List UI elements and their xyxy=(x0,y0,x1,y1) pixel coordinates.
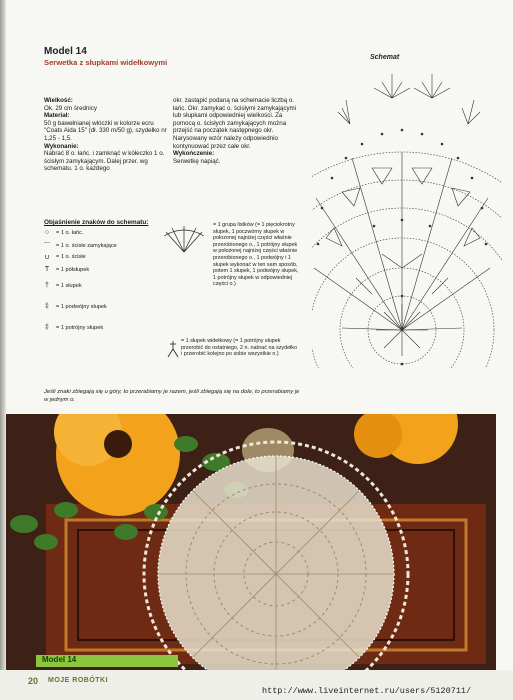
doily-photo-illustration xyxy=(6,414,496,670)
legend-item xyxy=(42,241,117,251)
model-subtitle: Serwetka z słupkami widełkowymi xyxy=(44,58,168,67)
chain-stitch-icon: ○ xyxy=(44,229,50,236)
crochet-schema-diagram xyxy=(312,68,502,368)
source-url[interactable]: http://www.liveinternet.ru/users/5120711/ xyxy=(262,686,472,696)
legend-note: Jeśli znaki zbiegają się u góry, to przerabiamy je razem, jeśli zbiegają się na dole, to przerabiamy je w jednym o. xyxy=(44,389,300,403)
doily-photo xyxy=(6,414,496,670)
instructions-continued xyxy=(173,97,301,165)
legend-text: = 1 o. ścisłe xyxy=(56,254,86,260)
triple-treble-icon: ‡ xyxy=(45,324,49,331)
schema-title: Schemat xyxy=(370,54,400,61)
size-section xyxy=(44,97,172,173)
page-number: 20 xyxy=(28,676,39,686)
legend-item xyxy=(42,282,82,289)
slip-stitch-join-icon: ⌒ xyxy=(43,243,51,250)
treble-icon: ‡ xyxy=(45,303,49,310)
legend-item xyxy=(42,324,103,331)
size-text: Ok. 29 cm średnicy xyxy=(44,104,97,112)
model-title: Model 14 xyxy=(44,46,87,57)
legend-text: = 1 o. łańc. xyxy=(56,229,84,236)
work-label: Wykonanie: xyxy=(44,142,79,150)
half-double-icon: T xyxy=(44,266,50,273)
work-text: Nabrać 8 o. łańc. i zamknąć w kółeczko 1 o. ścisłym zamykającym. Dalej przer. wg schematu. 1 o. każdego xyxy=(44,150,165,173)
footer-model-tag: Model 14 xyxy=(42,655,77,664)
magazine-name: MOJE ROBÓTKI xyxy=(48,677,109,684)
legend-text: = 1 o. ścisłe zamykające xyxy=(56,243,117,249)
material-text: 50 g bawełnianej włóczki w kolorze ecru "Coats Aida 15" (dł. 330 m/50 g), szydełko nr 1,25 - 1,5. xyxy=(44,119,167,142)
size-label: Wielkość: xyxy=(44,97,73,104)
fork-stitch-icon xyxy=(166,339,180,359)
slip-stitch-icon: ∪ xyxy=(44,254,50,261)
legend-text: = 1 słupek xyxy=(56,282,82,289)
legend-item xyxy=(42,253,86,261)
legend-text: = 1 podwójny słupek xyxy=(56,303,107,310)
legend-item xyxy=(42,266,89,273)
legend-title: Objaśnienie znaków do schematu: xyxy=(44,219,149,226)
leaf-group-icon xyxy=(160,222,208,254)
finish-text: Serwetkę napiąć. xyxy=(173,157,221,165)
double-crochet-icon: † xyxy=(45,282,49,289)
finish-label: Wykończenie: xyxy=(173,150,215,158)
fork-stitch-text: = 1 słupek widełkowy (= 1 potrójny słupek przerobić do ostatniego, 2 n. nabrać na szydełko i przerobić kolejno po sobie wszystkie n.) xyxy=(181,338,297,358)
legend-text: = 1 półsłupek xyxy=(56,266,90,273)
legend-item xyxy=(42,303,107,310)
leaf-group-text: = 1 grupa listków (= 1 pięciokrotny słupek, 1 poczwórny słupek w połozonej najniżej części właśnie przerobionego o., 1 potrójny słupek w położonej najniżej części właśnie przerobionego o., 1 podwójny i 1 słupek wykonać w ten sam sposób, potem 1 słupek, 1 podwójny słupek, 1 potrójny słupek w odpowiedniej części o.) xyxy=(213,222,299,288)
instructions-text: okr. zastąpić podaną na schemacie liczbą o. łańc. Okr. zamykać o. ścisłymi zamykającymi lub słupkami odpowiedniej wielkości. Za pomocą o. ścisłych zamykających można przejść na początek następnego okr. Narysowany wzór należy odpowiednio kontynuować przez całe okr. xyxy=(173,97,297,150)
legend-item xyxy=(42,229,84,236)
legend-text: = 1 potrójny słupek xyxy=(56,324,104,331)
material-label: Materiał: xyxy=(44,112,70,120)
